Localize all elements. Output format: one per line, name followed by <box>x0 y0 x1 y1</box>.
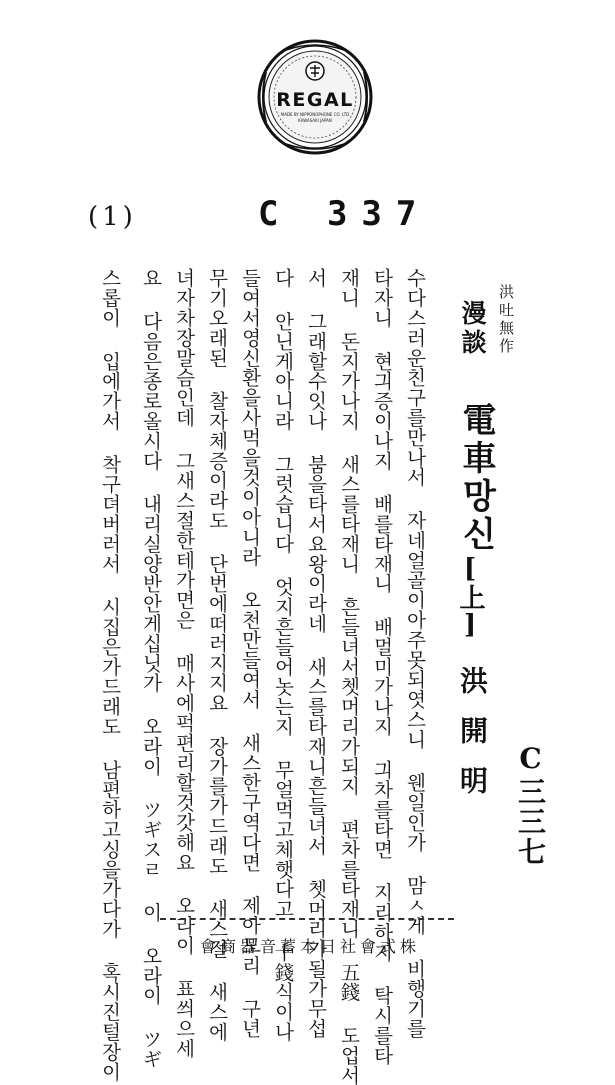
company-name: 株式會社日本蓄音器商會 <box>199 937 420 956</box>
lyric-column-8: 녀자차장말슴인데 그새스절한테가면은 매사에퍽편리할것갓해요 오라이 표씌으세 <box>172 268 196 1059</box>
lyric-column-1: 수다스러운친구를만나서 자네얼골이아주못되엿스니 웬일인가 맘ㅅ게 비행기를 <box>403 268 427 1039</box>
catalog-number-vertical: C三三七 <box>514 742 547 867</box>
lyric-column-10: 스롭이 입에가서 착구뎌버러서 시집은가드래도 남편하고싱을가다가 혹시진털장이 <box>98 268 122 1082</box>
part-marker: [上] <box>455 554 485 640</box>
genre-label: 漫談 <box>458 300 487 358</box>
logo-maker: MADE BY NIPPONOPHONE CO. LTD <box>280 112 350 117</box>
lyric-column-3: 재니 돈지가나지 새스를타재니 흔들녀서쳇머리가되지 편차를타재니 五錢 도업서 <box>337 268 361 1085</box>
lyric-column-6: 들여서영신환을사먹을것이아니라 오천만들여서 새스한구역다면 제아모리 구년 <box>238 268 262 1039</box>
lyric-column-5: 다 안닌게아니라 그럿습니다 엇지흔들어놋는지 무얼먹고체햇다고 十錢식이나 <box>271 268 295 1042</box>
performer-name: 洪開明 <box>456 666 489 816</box>
author-credit: 洪吐無作 <box>497 284 515 356</box>
lyric-column-2: 타자니 현긔증이나지 배를타재니 배멀미가나지 긔차를타면 지리하지 탁시를타 <box>370 268 394 1066</box>
catalog-number: C 337 <box>258 194 431 234</box>
lyric-column-7: 무기오래된 찰자체증이라도 단번에떠러지지요 장가를가드래도 새스절 새스에 <box>205 268 229 1042</box>
lyric-column-9: 요 다음은종로올시다 내리실양반안게십닛가 오라이 ツギスㄹ 이 오라이 ツギ <box>139 268 163 1069</box>
logo-brand: REGAL <box>276 89 354 111</box>
regal-logo <box>256 38 374 156</box>
footer-divider <box>160 918 454 920</box>
page-number: (1) <box>88 202 137 232</box>
lyric-column-4: 서 그래할수잇나 붐을타서요왕이라네 새스를타재니흔들녀서 쳇머리가될가무섭 <box>304 268 328 1039</box>
logo-location: KAWASAKI JAPAN <box>298 118 332 123</box>
work-title: 電車망신 <box>456 402 496 554</box>
